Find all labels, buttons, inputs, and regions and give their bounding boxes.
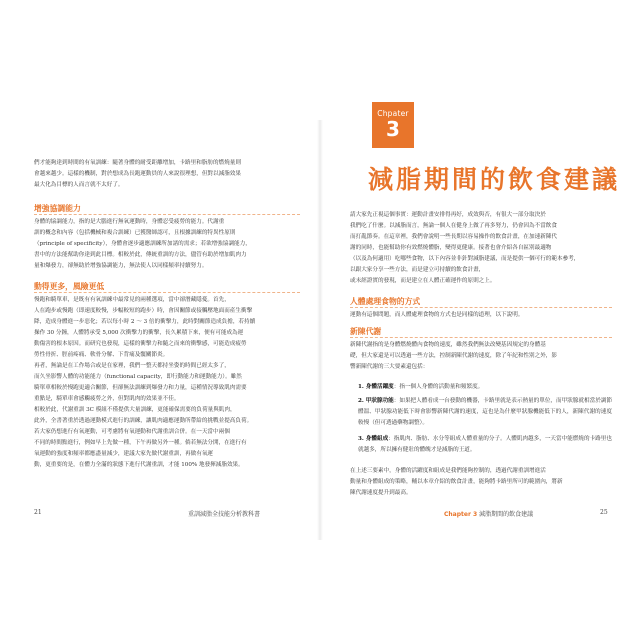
section-rule (34, 214, 300, 215)
right-intro-paragraph (350, 210, 612, 289)
text-line: 動，更重要的是，在體力全滿的狀態下進行代謝重訓，才能 100% 地發揮減脂效果。 (34, 462, 244, 468)
right-section-metabolism-text (350, 340, 612, 374)
list-item-text: ：指肌肉、脂肪、水分等組成人體重量的分子。人體肌肉越多，一天當中能燃燒的卡路里也就越多，所以擁有健壯的體魄才是減脂的王道。 (358, 436, 612, 453)
left-page-number: 21 (34, 509, 42, 516)
chapter-number: 3 (386, 117, 400, 141)
section-heading-food-processing: 人體處理食物的方式 (350, 297, 421, 306)
right-section-food-processing-text (350, 310, 612, 322)
text-line: （principle of specificity），身體會逐步適應訓練所加諸的需求；若欲增強協調能力， (34, 241, 251, 247)
text-line: 降，造成身體進一步惡化；若以每小時 2 ～ 3 倍的衝擊力，此時對關節造成負擔，若持續 (34, 319, 256, 325)
text-line: 礎，但大家還是可以透過一些方法，控制新陳代謝的速度，除了年紀和性別之外，影 (350, 353, 557, 359)
right-page-number: 25 (600, 509, 608, 516)
list-item-label: 3. 身體組成 (358, 436, 389, 442)
list-item-text: ：指一個人身體的活動量和頻繁度。 (393, 384, 484, 390)
chapter-badge (372, 102, 414, 148)
text-line: 響新陳代謝的三大要素還包括： (350, 364, 429, 370)
text-line: 或未經證實的發現，而是建立在人體正確運作的原則之上。 (350, 278, 496, 284)
text-line: 動傷害的根本原因。而研究也發現，這樣的衝擊力和隨之而來的衝擊感，可能造成疲勞 (34, 341, 247, 347)
text-line: 人在跑步或慢跑（即速度較慢，步幅較短的跑步）時，會因關節或接觸壓地面而產生衝擊 (34, 308, 253, 314)
left-footer-title: 重訓減脂全技能分析教科書 (188, 511, 261, 518)
right-footer (444, 509, 533, 518)
text-line: 們才能夠達到時間的有氧訓練：隨著身體的耐受距離增加，卡路里和脂肪的燃燒量則 (34, 160, 241, 166)
text-line: 我們吃了什麼。以減脂而言，無論一個人在健身上做了再多努力，仍會因為不當飲食 (350, 223, 557, 229)
text-line: 謝的同時，也能幫助你有效燃燒體脂，變得更健康。接著也會介紹各自區別最適物 (350, 245, 552, 251)
text-line: 最大化為目標的人而言就不太好了。 (34, 182, 124, 188)
text-line: （以及為何適用）吃哪些食物，以下內容並非針對減脂建議，而是提供一個可行的範本參考， (350, 256, 580, 262)
list-item-thyroid (358, 396, 612, 430)
list-item-activity (358, 382, 612, 394)
text-line: 量和爆發力，卻無助於增強協調能力，無法使人以同樣頻率持續努力。 (34, 263, 208, 269)
list-item-body-composition (358, 434, 612, 457)
text-line: 身體的協調能力，指的是大腦進行無氧運動時，身體忍受疲勞的能力。代謝重 (34, 219, 225, 225)
text-line: 書中的方法能幫助你達到此目標。相較於此，傳統重訓的方法，儘管有助於增加肌肉力 (34, 252, 247, 258)
text-line: 騎單車相較於慢跑更適合關節，但卻無法訓練到爆發力和力量，這種情況導致肌肉需要 (34, 385, 247, 391)
text-line: 在上述三要素中，身體的活躍度和組成是我們能夠控制的，透過代謝重訓增進活 (350, 468, 546, 474)
chapter-word: Chpater (377, 109, 409, 118)
list-item-label: 2. 甲狀腺功能 (358, 398, 394, 404)
text-line: 會越來越少。這樣的機制，對於想成為長跑運動員的人來說很理想，但對以減脂效果 (34, 171, 241, 177)
text-line: 氧運動的強度和頻率都應盡量減少，建議大家先做代謝重訓，再做有氧運 (34, 451, 214, 457)
text-line: 相較於此，代謝重訓 3C 模組不僅提供大量訓練，更能確保需要的負荷量與肌肉， (34, 407, 236, 413)
text-line: 重點是，騎單車會感觸疲勞之外，但對肌肉的效果並不佳。 (34, 396, 180, 402)
left-intro-paragraph (34, 158, 300, 193)
text-line: 而久坐影響人體的功能能力（functional capacity，即行動能力和運動能力）。雖然 (34, 374, 242, 380)
text-line: 陳代謝速度提升到最高。 (350, 490, 412, 496)
right-page-number-wrap (600, 509, 608, 516)
list-item-label: 1. 身體活躍度 (358, 384, 394, 390)
left-running-title (188, 509, 260, 518)
list-item-text: ：如果把人體看成一台發動的機器，卡路里就是表示熱量的單位，而甲狀腺就相當於調節體溫、甲狀腺功能低下時會影響新陳代謝的速度，這也是為什麼甲狀腺機能低下的人，新陳代謝的速度較慢（但可透過藥物調整）。 (358, 398, 612, 426)
chapter-title: 減脂期間的飲食建議 (368, 165, 621, 194)
text-line: 若大家仍想進行有氧運動，可考慮將有氧運動和代謝重訓合併。在一天當中兩個 (34, 429, 230, 435)
right-closing-paragraph (350, 466, 612, 500)
footer-chapter-label: Chapter 3 (444, 511, 478, 518)
right-footer-title: 減脂期間的飲食建議 (479, 511, 534, 518)
section-heading-move-more: 動得更多，風險更低 (34, 282, 105, 291)
text-line: 操作 30 分鐘，人體將承受 5,000 次衝擊力的衝擊，長久累積下來，便有可能成為運 (34, 330, 244, 336)
section-rule (350, 307, 612, 308)
text-line: 請大家先正視這個事實：運動計畫安排得再好，成效與否，有很大一部分取決於 (350, 212, 546, 218)
section-rule (34, 292, 300, 293)
text-line: 動量和身體組成的策略，輔以本章介紹的飲食計畫，能夠將卡路里所可的範圍內，將新 (350, 479, 563, 485)
section-heading-coordination: 增強協調能力 (34, 204, 81, 213)
text-line: 而打亂節奏。在這章裡，我們會說明一些長期以容易操作的飲食計畫，在加速新陳代 (350, 234, 557, 240)
text-line: 新陳代謝指的是身體燃燒體內食物的速度，雖然我們無法改變基因規定的身體基 (350, 342, 546, 348)
text-line: 慢跑和騎單車，是既有有氧訓練中最常見的兩種選項，當中卻潛藏隱憂。首先， (34, 297, 230, 303)
left-section-move-more-text (34, 295, 300, 473)
left-section-coordination-text (34, 217, 300, 273)
section-rule (350, 337, 612, 338)
text-line: 不同的時間點進行，例如早上先做一種，下午再做另外一種。倘若無法分開，在進行有 (34, 440, 247, 446)
left-footer (34, 509, 42, 516)
text-line: 勞性骨折、脛前疼痛、軟骨分解、下背痛及髖關節炎。 (34, 352, 169, 358)
text-line: 再者，無論是在工作場合或是在家裡，我們一整天都持坐姿的時間已經太多了， (34, 363, 230, 369)
text-line: 此外，全書著重於透過運動模式進行的訓練，讓肌肉適應運動所帶給的挑戰並提高負荷。 (34, 418, 253, 424)
text-line: 運動有這個問題，而人體處理食物的方式也是同樣的道理，以下說明。 (350, 312, 524, 318)
text-line: 以跟大家分享一些方法，而是建立可持續的飲食計畫， (350, 267, 485, 273)
text-line: 訓的概念和內容（包括機械和複合訓練）已獲醫師認可，且根據訓練的特異性原則 (34, 230, 236, 236)
section-heading-metabolism: 新陳代謝 (350, 327, 382, 336)
